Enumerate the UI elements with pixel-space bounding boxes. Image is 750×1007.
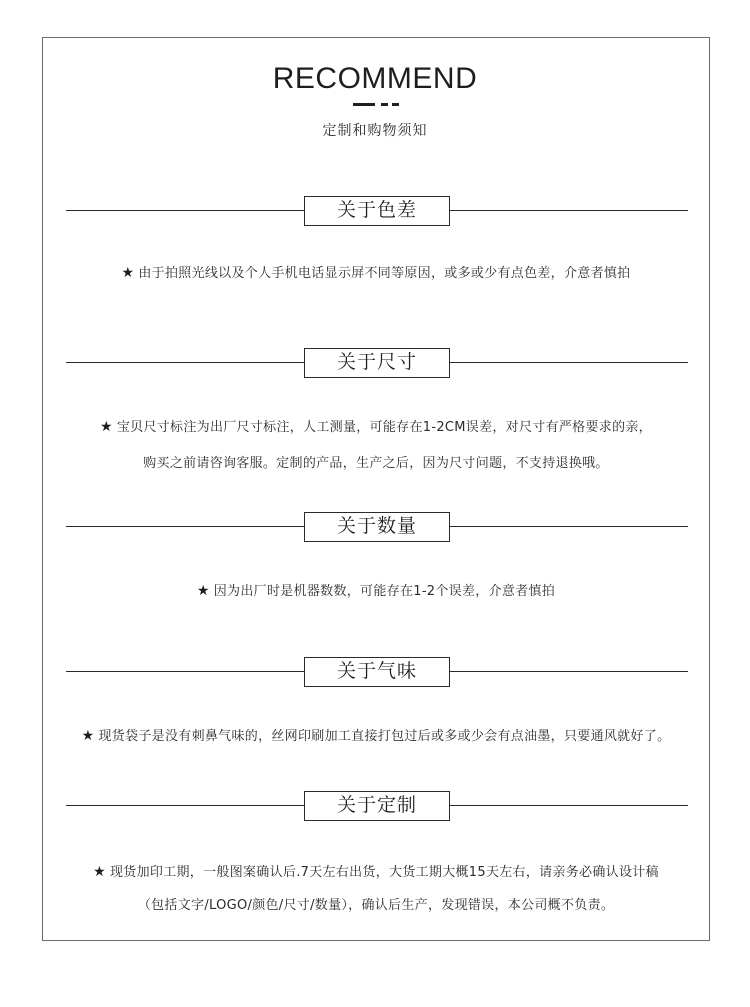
section-heading: 关于气味 [304,657,450,687]
star-icon: ★ [121,265,135,281]
section-header-quantity [66,512,688,542]
divider-line [450,805,688,806]
notice-text: 由于拍照光线以及个人手机电话显示屏不同等原因，或多或少有点色差，介意者慎拍 [138,266,631,281]
star-icon: ★ [100,419,113,435]
notice-line [42,262,710,281]
notice-text: 宝贝尺寸标注为出厂尺寸标注，人工测量，可能存在1-2CM误差，对尺寸有严格要求的亲， [116,420,652,435]
notice-text: 因为出厂时是机器数数，可能存在1-2个误差，介意者慎拍 [213,584,556,599]
notice-text: 购买之前请咨询客服。定制的产品，生产之后，因为尺寸问题，不支持退换哦。 [143,456,609,471]
divider-line [66,526,304,527]
section-heading: 关于数量 [304,512,450,542]
section-heading: 关于定制 [304,791,450,821]
divider-line [66,805,304,806]
notice-line [42,861,710,880]
notice-line [42,580,710,599]
title-deco-bar-long [353,103,375,106]
notice-text: （包括文字/LOGO/颜色/尺寸/数量），确认后生产，发现错误，本公司概不负责。 [137,898,615,913]
notice-text: 现货袋子是没有刺鼻气味的，丝网印刷加工直接打包过后或多或少会有点油墨，只要通风就好了。 [98,729,671,744]
section-heading: 关于色差 [304,196,450,226]
divider-line [66,210,304,211]
star-icon: ★ [93,864,106,880]
title-deco-bar-short [392,103,399,106]
notice-line [42,452,710,471]
star-icon: ★ [196,583,210,599]
section-header-smell [66,657,688,687]
divider-line [450,671,688,672]
divider-line [450,210,688,211]
section-header-customization [66,791,688,821]
divider-line [66,362,304,363]
notice-line [42,894,710,913]
notice-line [42,416,710,435]
section-header-color-difference [66,196,688,226]
notice-line [42,725,710,744]
notice-text: 现货加印工期，一般图案确认后.7天左右出货，大货工期大概15天左右，请亲务必确认设计稿 [110,865,659,880]
star-icon: ★ [81,728,95,744]
section-header-size [66,348,688,378]
divider-line [66,671,304,672]
section-heading: 关于尺寸 [304,348,450,378]
page-title: RECOMMEND [272,62,478,95]
page-subtitle: 定制和购物须知 [322,123,428,139]
divider-line [450,526,688,527]
title-decoration [353,103,399,106]
title-deco-bar-short [381,103,388,106]
divider-line [450,362,688,363]
